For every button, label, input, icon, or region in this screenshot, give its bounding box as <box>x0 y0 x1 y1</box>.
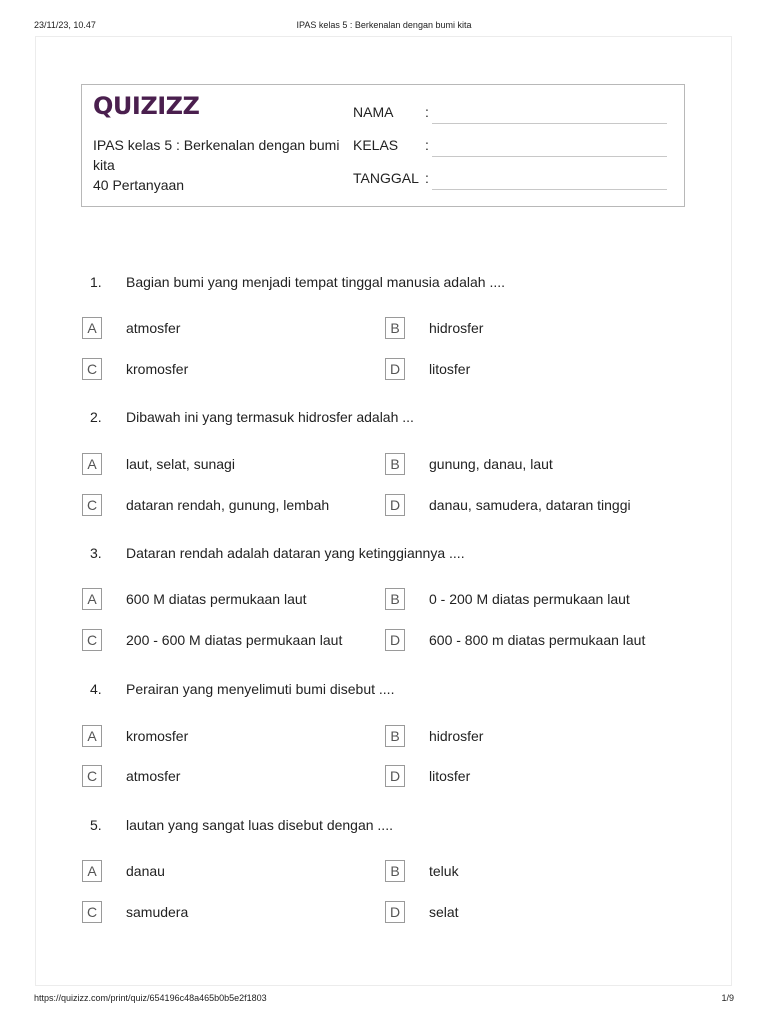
option-letter: C <box>82 358 102 380</box>
option-text: 200 - 600 M diatas permukaan laut <box>126 632 343 648</box>
question-number: 3. <box>90 545 102 561</box>
option[interactable] <box>82 765 382 789</box>
option-letter: B <box>385 588 405 610</box>
option-text: 600 M diatas permukaan laut <box>126 591 307 607</box>
option-letter: C <box>82 765 102 787</box>
option[interactable] <box>82 588 382 612</box>
quiz-title: IPAS kelas 5 : Berkenalan dengan bumi kita <box>93 137 340 173</box>
question-number: 4. <box>90 681 102 697</box>
option-text: samudera <box>126 904 189 920</box>
field-kelas <box>353 137 677 159</box>
option-letter: D <box>385 494 405 516</box>
question-text: lautan yang sangat luas disebut dengan .... <box>126 817 393 833</box>
option-letter: A <box>82 588 102 610</box>
question-text: Dibawah ini yang termasuk hidrosfer adalah ... <box>126 409 414 425</box>
field-line <box>432 123 667 124</box>
question-number: 1. <box>90 274 102 290</box>
option-letter: D <box>385 629 405 651</box>
option-text: selat <box>429 904 459 920</box>
option[interactable] <box>385 453 685 477</box>
option-letter: A <box>82 725 102 747</box>
question <box>0 274 768 298</box>
option-text: hidrosfer <box>429 728 484 744</box>
option-text: litosfer <box>429 768 471 784</box>
option[interactable] <box>385 317 685 341</box>
option-letter: D <box>385 901 405 923</box>
page-number: 1/9 <box>721 993 734 1003</box>
question <box>0 409 768 433</box>
print-footer <box>34 993 734 1007</box>
option[interactable] <box>82 317 382 341</box>
option-text: kromosfer <box>126 361 189 377</box>
option-letter: C <box>82 629 102 651</box>
field-line <box>432 156 667 157</box>
option-text: kromosfer <box>126 728 189 744</box>
option-letter: D <box>385 358 405 380</box>
option-letter: C <box>82 494 102 516</box>
field-colon: : <box>425 137 429 153</box>
option-text: laut, selat, sunagi <box>126 456 235 472</box>
option-letter: B <box>385 453 405 475</box>
option[interactable] <box>385 358 685 382</box>
question-text: Perairan yang menyelimuti bumi disebut .... <box>126 681 395 697</box>
option-text: danau <box>126 863 165 879</box>
option-text: danau, samudera, dataran tinggi <box>429 497 631 513</box>
option-text: gunung, danau, laut <box>429 456 553 472</box>
option-text: hidrosfer <box>429 320 484 336</box>
field-label: TANGGAL <box>353 170 419 186</box>
option[interactable] <box>82 453 382 477</box>
option-letter: B <box>385 317 405 339</box>
option[interactable] <box>385 494 685 518</box>
field-colon: : <box>425 170 429 186</box>
field-tanggal <box>353 170 677 192</box>
option-text: 600 - 800 m diatas permukaan laut <box>429 632 646 648</box>
field-label: NAMA <box>353 104 394 120</box>
option-text: teluk <box>429 863 459 879</box>
quizizz-logo: QUIZIZZ <box>93 92 200 120</box>
option-letter: A <box>82 860 102 882</box>
option[interactable] <box>385 860 685 884</box>
option-letter: A <box>82 453 102 475</box>
option[interactable] <box>82 860 382 884</box>
option[interactable] <box>385 901 685 925</box>
option-letter: A <box>82 317 102 339</box>
option[interactable] <box>385 629 685 653</box>
question <box>0 817 768 841</box>
field-line <box>432 189 667 190</box>
print-header <box>34 20 734 34</box>
question-number: 5. <box>90 817 102 833</box>
option-text: dataran rendah, gunung, lembah <box>126 497 330 513</box>
print-url: https://quizizz.com/print/quiz/654196c48a465b0b5e2f1803 <box>34 993 267 1003</box>
option-letter: B <box>385 860 405 882</box>
option[interactable] <box>385 725 685 749</box>
print-date: 23/11/23, 10.47 <box>34 20 96 30</box>
field-nama <box>353 104 677 126</box>
option-letter: C <box>82 901 102 923</box>
option[interactable] <box>385 588 685 612</box>
option[interactable] <box>385 765 685 789</box>
option-letter: D <box>385 765 405 787</box>
option-letter: B <box>385 725 405 747</box>
print-title: IPAS kelas 5 : Berkenalan dengan bumi kita <box>296 20 472 30</box>
option[interactable] <box>82 358 382 382</box>
question-number: 2. <box>90 409 102 425</box>
field-colon: : <box>425 104 429 120</box>
option[interactable] <box>82 629 382 653</box>
option[interactable] <box>82 494 382 518</box>
question-count: 40 Pertanyaan <box>93 177 185 193</box>
question-text: Bagian bumi yang menjadi tempat tinggal manusia adalah .... <box>126 274 506 290</box>
question <box>0 545 768 569</box>
question-text: Dataran rendah adalah dataran yang ketinggiannya .... <box>126 545 465 561</box>
quiz-info-box <box>81 84 685 207</box>
field-label: KELAS <box>353 137 399 153</box>
option[interactable] <box>82 901 382 925</box>
option-text: atmosfer <box>126 320 181 336</box>
option[interactable] <box>82 725 382 749</box>
question <box>0 681 768 705</box>
option-text: atmosfer <box>126 768 181 784</box>
option-text: 0 - 200 M diatas permukaan laut <box>429 591 630 607</box>
option-text: litosfer <box>429 361 471 377</box>
